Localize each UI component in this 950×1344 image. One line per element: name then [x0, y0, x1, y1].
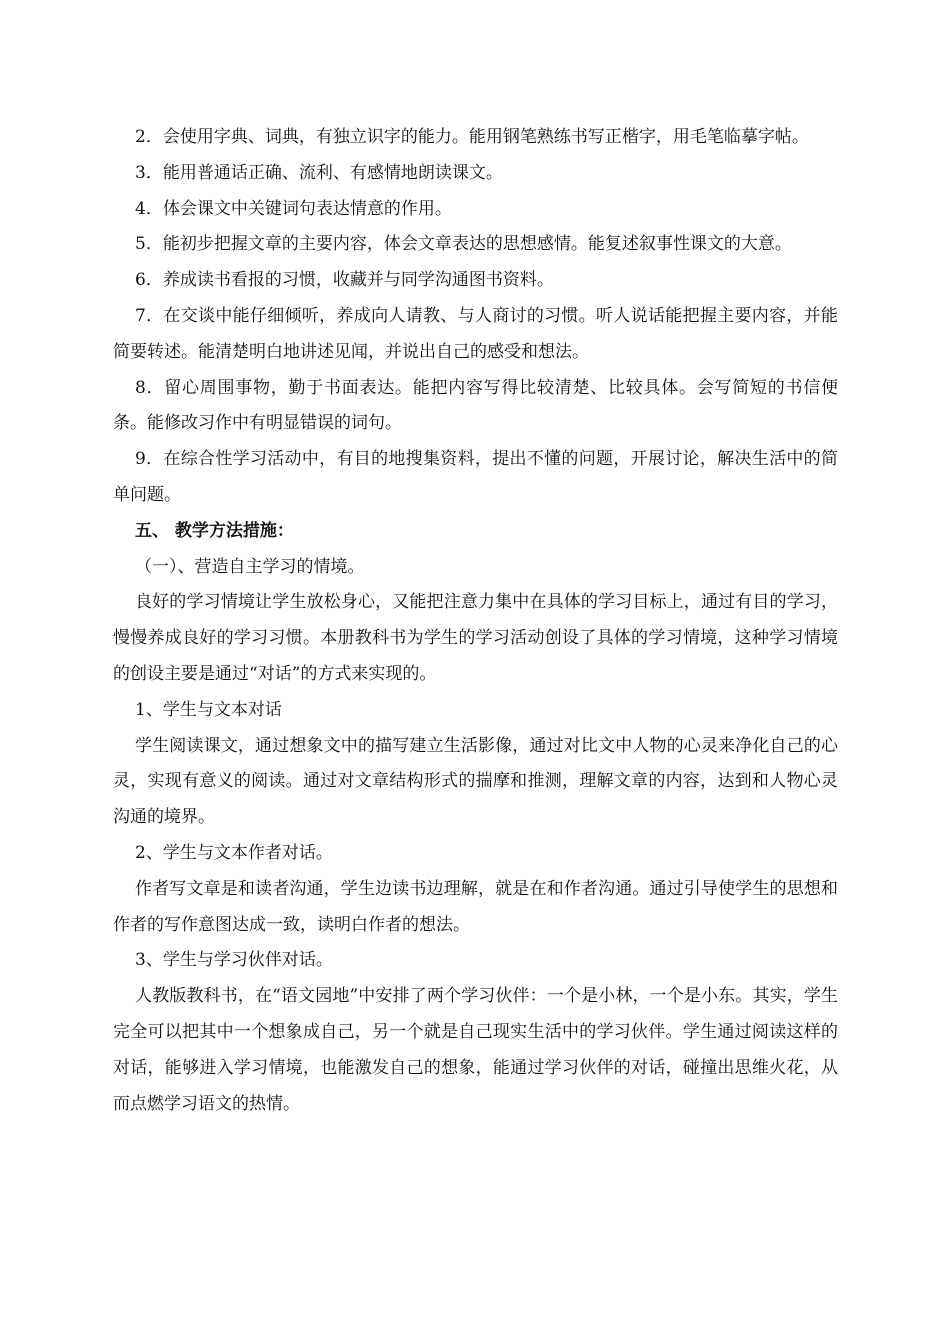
section-heading: 五、 教学方法措施：	[135, 520, 294, 541]
goal-item-4: 4．体会课文中关键词句表达情意的作用。	[135, 198, 452, 219]
dialogue-item-title: 2、学生与文本作者对话。	[135, 842, 333, 863]
dialogue-item-body: 作者写文章是和读者沟通，学生边读书边理解，就是在和作者沟通。通过引导使学生的思想和作者的写作意图达成一致，读明白作者的想法。	[113, 878, 838, 935]
document-body	[113, 120, 838, 1122]
goal-item-6: 6．养成读书看报的习惯，收藏并与同学沟通图书资料。	[135, 270, 554, 291]
dialogue-item-body: 学生阅读课文，通过想象文中的描写建立生活影像，通过对比文中人物的心灵来净化自己的心灵，实现有意义的阅读。通过对文章结构形式的揣摩和推测，理解文章的内容，达到和人物心灵沟通的境界。	[113, 735, 838, 828]
goal-item-7: 7．在交谈中能仔细倾听，养成向人请教、与人商讨的习惯。听人说话能把握主要内容，并能简要转述。能清楚明白地讲述见闻，并说出自己的感受和想法。	[113, 305, 838, 362]
dialogue-item-title: 1、学生与文本对话	[135, 699, 282, 720]
dialogue-item-title: 3、学生与学习伙伴对话。	[135, 950, 333, 971]
dialogue-item-body: 人教版教科书，在“语文园地”中安排了两个学习伙伴：一个是小林，一个是小东。其实，学生完全可以把其中一个想象成自己，另一个就是自己现实生活中的学习伙伴。学生通过阅读这样的对话，能够进入学习情境，也能激发自己的想象，能通过学习伙伴的对话，碰撞出思维火花，从而点燃学习语文的热情。	[113, 986, 838, 1114]
goal-item-9: 9．在综合性学习活动中，有目的地搜集资料，提出不懂的问题，开展讨论，解决生活中的简单问题。	[113, 449, 838, 505]
goal-item-3: 3．能用普通话正确、流利、有感情地朗读课文。	[135, 162, 503, 183]
subheading: （一）、营造自主学习的情境。	[135, 556, 365, 577]
intro-paragraph: 良好的学习情境让学生放松身心，又能把注意力集中在具体的学习目标上，通过有目的学习，慢慢养成良好的学习习惯。本册教科书为学生的学习活动创设了具体的学习情境，这种学习情境的创设主要是通过“对话”的方式来实现的。	[113, 592, 838, 684]
goal-item-2: 2．会使用字典、词典，有独立识字的能力。能用钢笔熟练书写正楷字，用毛笔临摹字帖。	[135, 127, 809, 147]
goal-item-5: 5．能初步把握文章的主要内容，体会文章表达的思想感情。能复述叙事性课文的大意。	[135, 234, 792, 255]
goal-item-8: 8．留心周围事物，勤于书面表达。能把内容写得比较清楚、比较具体。会写简短的书信便条。能修改习作中有明显错误的词句。	[113, 377, 838, 434]
